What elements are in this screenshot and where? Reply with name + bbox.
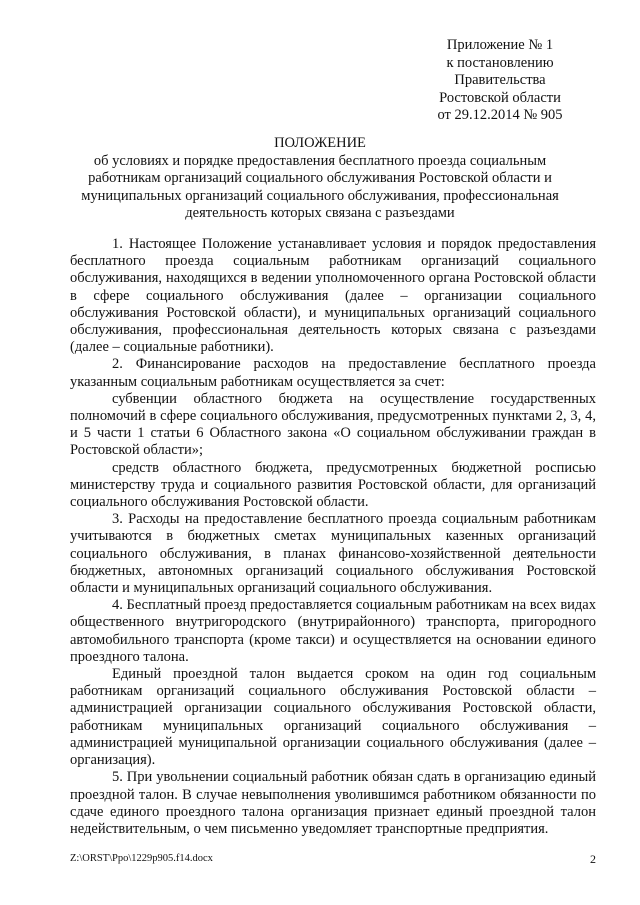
paragraph-2-budget: средств областного бюджета, предусмотренных бюджетной росписью министерству труда и социального развития Ростовской области, для организаций социального обслуживания Ростовской области.	[70, 459, 596, 511]
paragraph-4-ticket: Единый проездной талон выдается сроком на один год социальным работникам организаций социального обслуживания Ростовской области – администрацией организации социального обслуживания Ростовской области, работникам муниципальных организаций социального обслуживания – администрацией муниципальной организации социального обслуживания (далее – организация).	[70, 666, 596, 769]
appendix-note	[400, 37, 600, 125]
heading-line: муниципальных организаций социального обслуживания, профессиональная	[81, 187, 559, 204]
paragraph-5: 5. При увольнении социальный работник обязан сдать в организацию единый проездной талон. В случае невыполнения уволившимся работником обязанности по сдаче единого проездного талона организация признает единый проездной талон недействительным, о чем письменно уведомляет транспортные предприятия.	[70, 769, 596, 837]
appendix-line: Приложение № 1	[446, 37, 554, 53]
heading-line: деятельность которых связана с разъездами	[185, 205, 455, 221]
paragraph-2-subsidy: субвенции областного бюджета на осуществление государственных полномочий в сфере социального обслуживания, предусмотренных пунктами 2, 3, 4, и 5 части 1 статьи 6 Областного закона «О социальном обслуживании граждан в Ростовской области»;	[70, 390, 596, 459]
file-path: Z:\ORST\Ppo\1229p905.f14.docx	[70, 853, 213, 864]
appendix-line: Ростовской области	[439, 89, 561, 106]
heading-line: об условиях и порядке предоставления бесплатного проезда социальным	[93, 152, 547, 169]
appendix-line: Правительства	[454, 72, 546, 88]
paragraph-4: 4. Бесплатный проезд предоставляется социальным работникам на всех видах общественного внутригородского (внутрирайонного) транспорта, пригородного автомобильного транспорта (кроме такси) и осуществляется на основании единого проездного талона.	[70, 597, 596, 665]
paragraph-2: 2. Финансирование расходов на предоставление бесплатного проезда указанным социальным работникам осуществляется за счет:	[70, 356, 596, 390]
appendix-line: от 29.12.2014 № 905	[437, 107, 563, 123]
page-number: 2	[590, 852, 596, 866]
document-title: ПОЛОЖЕНИЕ	[274, 135, 366, 151]
paragraph-3: 3. Расходы на предоставление бесплатного проезда социальным работникам учитываются в бюджетных сметах муниципальных казенных организаций социального обслуживания, в планах финансово-хозяйственной деятельности бюджетных, автономных организаций социального обслуживания Ростовской области и муниципальных организаций социального обслуживания.	[70, 511, 596, 597]
document-body	[70, 236, 596, 838]
document-heading	[60, 135, 580, 223]
heading-line: работникам организаций социального обслуживания Ростовской области и	[88, 170, 552, 186]
paragraph-1: 1. Настоящее Положение устанавливает условия и порядок предоставления бесплатного проезда социальным работникам организаций социального обслуживания, находящихся в ведении уполномоченного органа Ростовской области в сфере социального обслуживания (далее – организации социального обслуживания Ростовской области), и муниципальных организаций социального обслуживания, профессиональная деятельность которых связана с разъездами (далее – социальные работники).	[70, 236, 596, 356]
appendix-line: к постановлению	[446, 54, 554, 71]
